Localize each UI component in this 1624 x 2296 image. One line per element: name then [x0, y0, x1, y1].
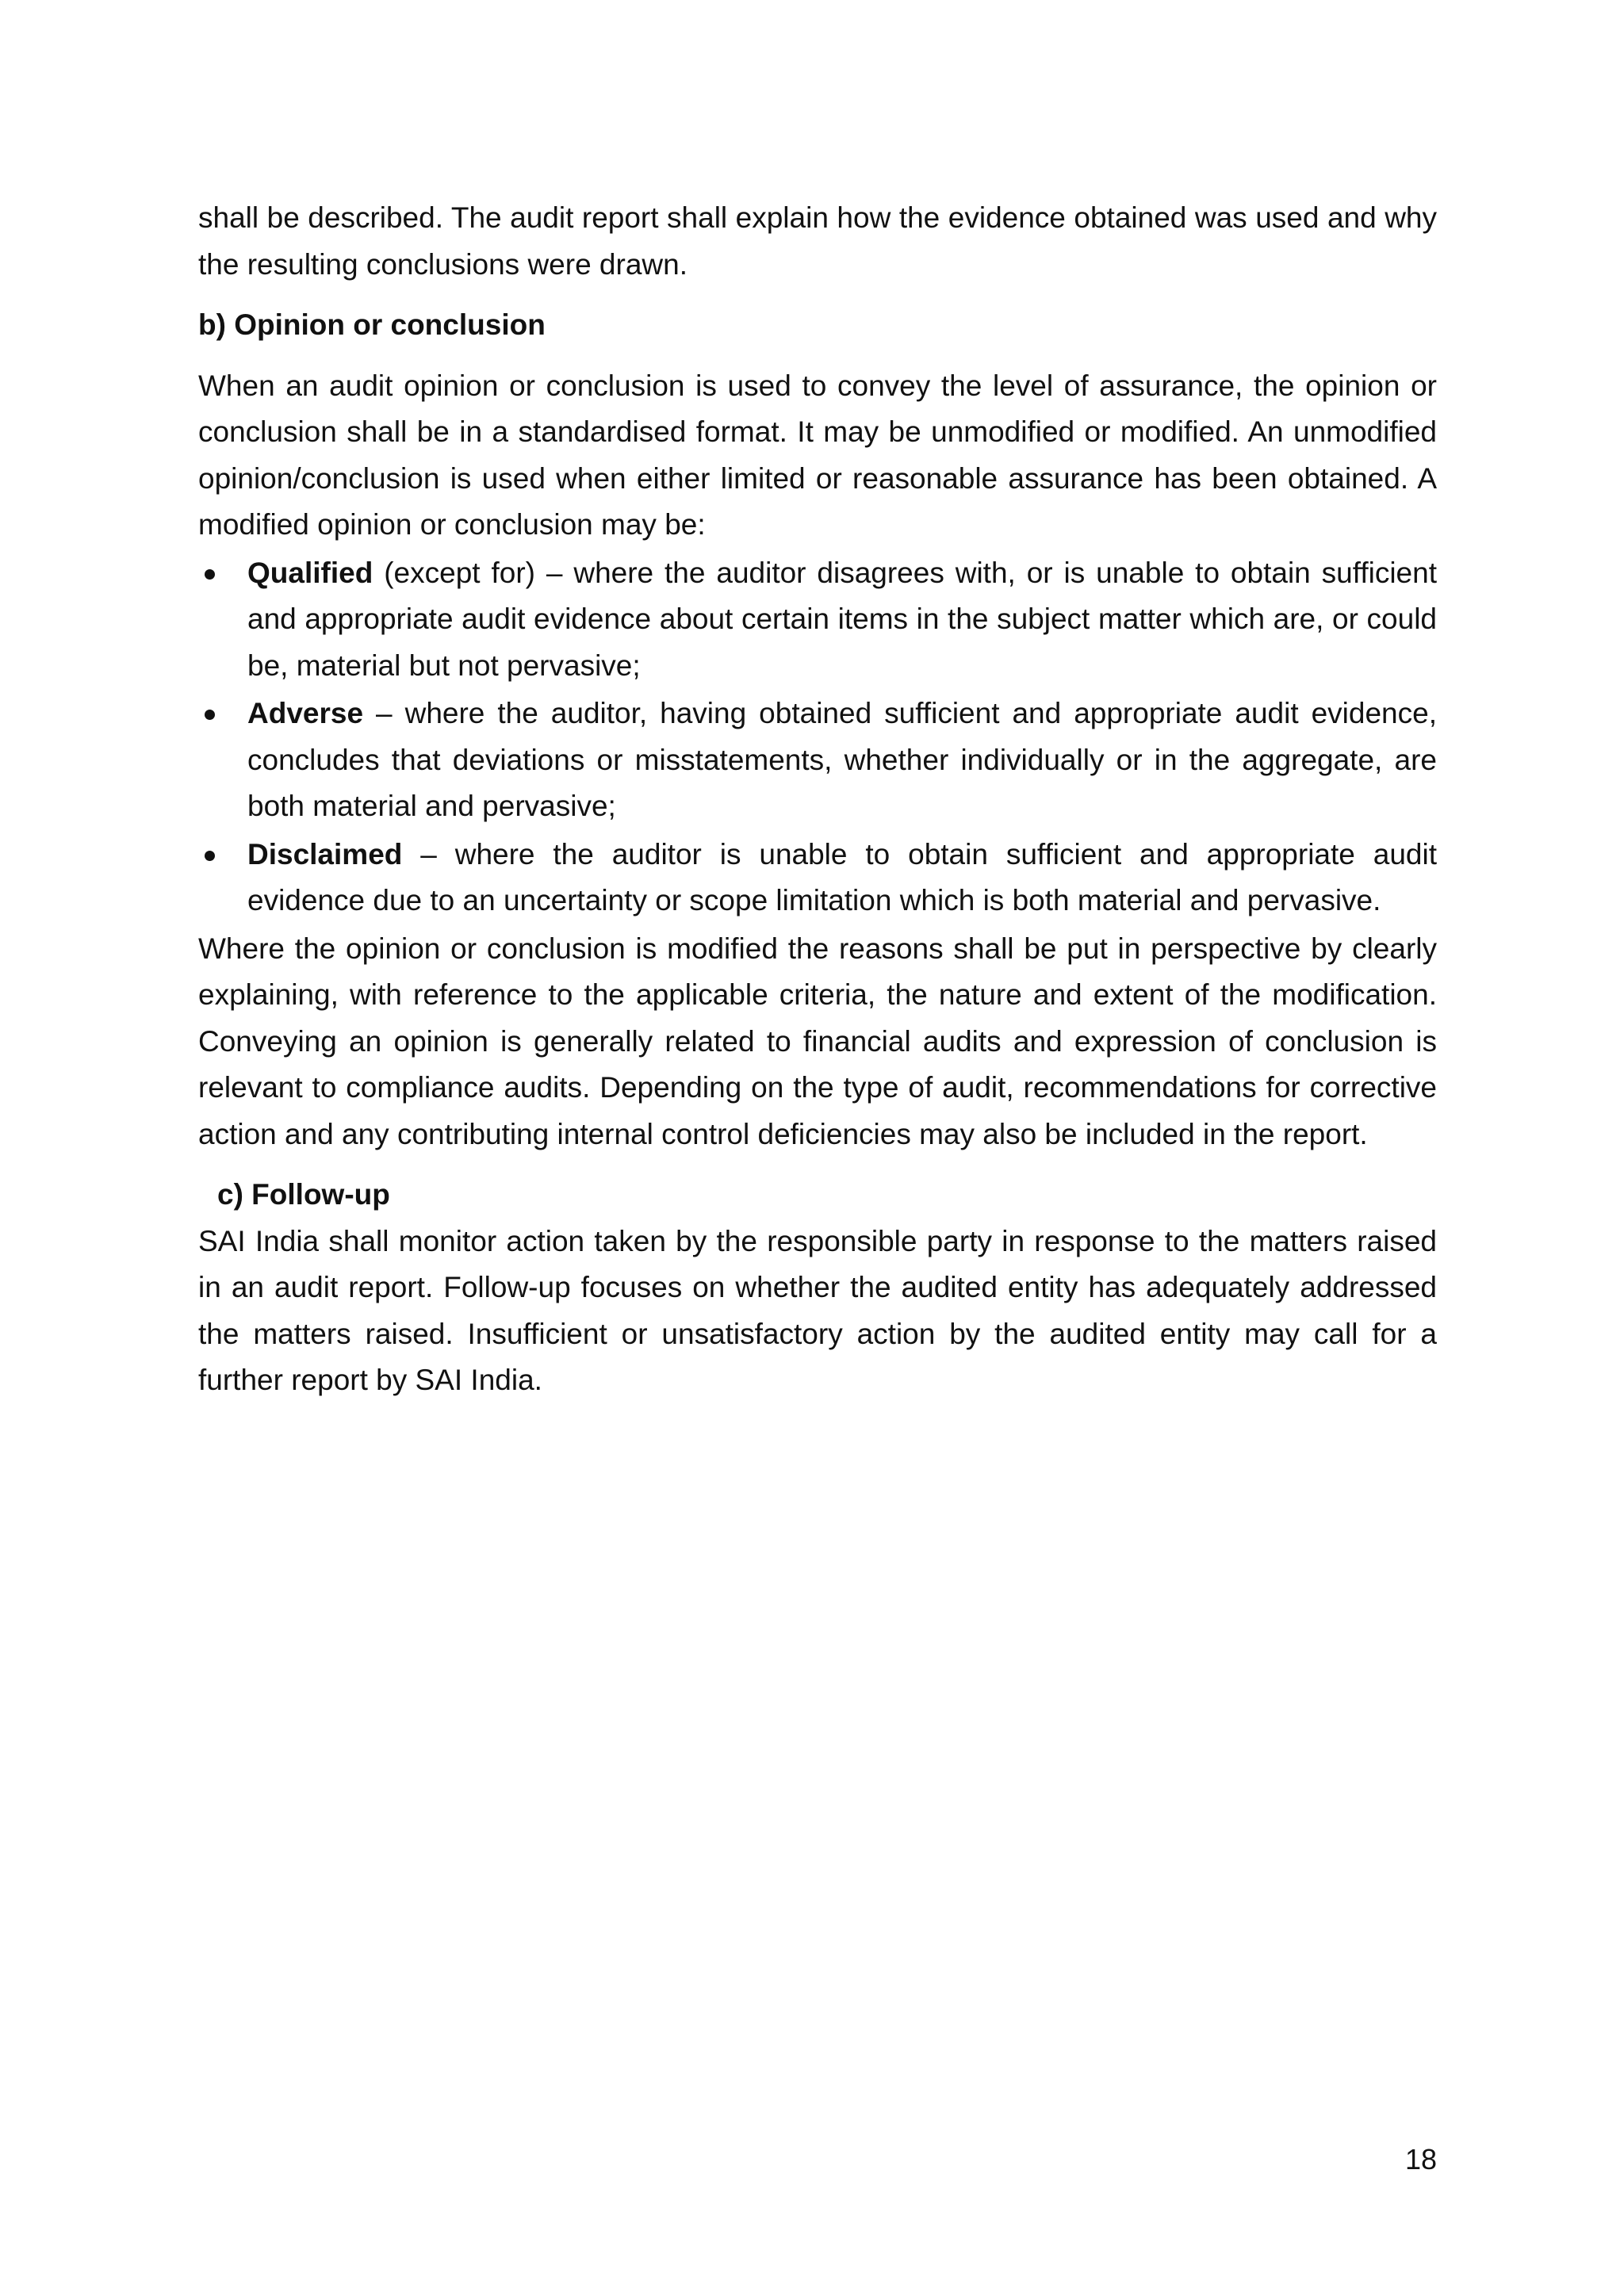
- term-disclaimed: Disclaimed: [247, 837, 403, 871]
- page-number: 18: [1404, 2143, 1437, 2175]
- modification-paragraph: Where the opinion or conclusion is modified the reasons shall be put in perspective by clearly explaining, with reference to the applicable criteria, the nature and extent of the modification. Conveying an opinion is generally related to financial audits and expression of conclusion is relevant to compliance audits. Depending on the type of audit, recommendations for corrective action and any contributing internal control deficiencies may also be included in the report.: [198, 932, 1437, 1150]
- modified-opinion-list: [198, 550, 1437, 924]
- list-item-adverse: [198, 691, 1437, 830]
- opinion-paragraph: When an audit opinion or conclusion is used to convey the level of assurance, the opinion or conclusion shall be in a standardised format. It may be unmodified or modified. An unmodified opinion/conclusion is used when either limited or reasonable assurance has been obtained. A modified opinion or conclusion may be:: [198, 369, 1437, 541]
- intro-paragraph: shall be described. The audit report shall explain how the evidence obtained was used and why the resulting conclusions were drawn.: [198, 201, 1437, 281]
- bullet-icon: [205, 710, 215, 720]
- section-heading-opinion: b) Opinion or conclusion: [198, 308, 546, 341]
- list-item-qualified: [198, 550, 1437, 690]
- bullet-icon: [205, 569, 215, 580]
- disclaimed-description: – where the auditor is unable to obtain sufficient and appropriate audit evidence due to an uncertainty or scope limitation which is both material and pervasive.: [247, 837, 1437, 916]
- term-adverse: Adverse: [247, 697, 364, 729]
- document-page: [198, 195, 1437, 1404]
- list-item-disclaimed: [198, 832, 1437, 924]
- bullet-icon: [205, 851, 215, 861]
- adverse-description: – where the auditor, having obtained sufficient and appropriate audit evidence, concludes that deviations or misstatements, whether individually or in the aggregate, are both material and pervasive;: [247, 697, 1437, 822]
- qualified-description: (except for) – where the auditor disagrees with, or is unable to obtain sufficient and appropriate audit evidence about certain items in the subject matter which are, or could be, material but not pervasive;: [247, 556, 1437, 682]
- section-heading-follow-up: c) Follow-up: [217, 1178, 390, 1211]
- term-qualified: Qualified: [247, 556, 373, 589]
- follow-up-paragraph: SAI India shall monitor action taken by the responsible party in response to the matters raised in an audit report. Follow-up focuses on whether the audited entity has adequately addressed the matters raised. Insufficient or unsatisfactory action by the audited entity may call for a further report by SAI India.: [198, 1224, 1437, 1396]
